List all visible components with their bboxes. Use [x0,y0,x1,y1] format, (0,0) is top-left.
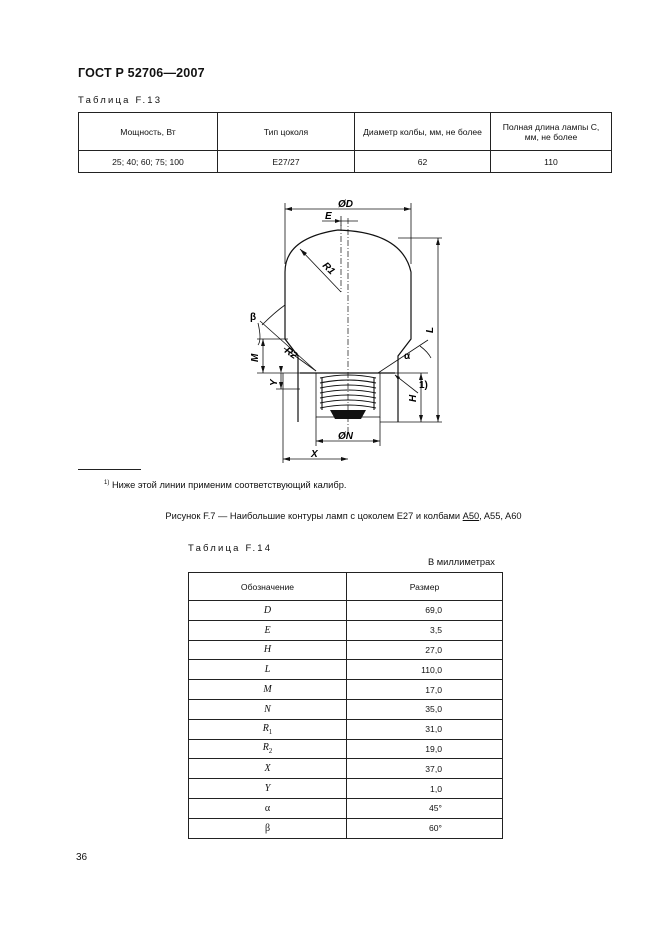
label-e: E [325,211,332,222]
label-d: ØD [338,199,353,210]
value-cell: 45° [347,798,503,818]
symbol-cell [189,699,347,719]
figure-caption-text: Рисунок F.7 — Наибольшие контуры ламп с цоколем E27 и колбами [165,511,463,521]
value-cell: 1,0 [347,779,503,799]
value-cell: 110,0 [347,660,503,680]
symbol: L [264,664,271,676]
header-cell: Диаметр колбы, мм, не более [355,113,491,151]
label-m: M [250,353,261,362]
symbol-cell [189,640,347,660]
table-body [189,601,503,839]
symbol: R [262,722,269,734]
symbol-cell [189,620,347,640]
label-h: H [408,394,419,402]
document-header: ГОСТ Р 52706—2007 [78,66,205,80]
symbol-cell [189,739,347,759]
table-cell: 62 [355,151,491,173]
table-row [189,699,503,719]
value-cell: 19,0 [347,739,503,759]
symbol: D [263,604,272,616]
value-cell: 27,0 [347,640,503,660]
symbol: β [264,822,271,834]
symbol-cell [189,798,347,818]
symbol: Y [264,783,271,795]
table-row [189,640,503,660]
table-row [189,660,503,680]
table-row [189,620,503,640]
header-cell: Тип цоколя [218,113,355,151]
table-f14 [188,572,503,839]
symbol-cell [189,779,347,799]
table-row [189,719,503,739]
symbol-subscript: 1 [268,727,273,736]
table-row [189,798,503,818]
table-row [189,818,503,838]
label-r2: R2 [282,345,300,362]
symbol: X [264,763,271,775]
table-cell: 110 [491,151,612,173]
header-cell: Обозначение [189,573,347,601]
symbol: M [263,684,272,696]
table-cell: 25; 40; 60; 75; 100 [79,151,218,173]
footnote-text: Ниже этой линии применим соответствующий калибр. [111,480,347,491]
symbol-cell [189,818,347,838]
value-cell: 60° [347,818,503,838]
symbol-cell [189,759,347,779]
label-x: X [311,449,318,460]
label-note: 1) [419,380,428,391]
table-row [189,739,503,759]
table-row [189,779,503,799]
symbol-cell [189,601,347,621]
table-row [189,680,503,700]
table-f14-caption: Таблица F.14 [188,543,273,554]
value-cell: 3,5 [347,620,503,640]
symbol-cell [189,660,347,680]
symbol-cell [189,719,347,739]
page-number: 36 [76,852,88,863]
symbol-cell [189,680,347,700]
value-cell: 17,0 [347,680,503,700]
table-row [189,601,503,621]
units-note: В миллиметрах [428,557,495,567]
label-alpha: α [404,351,411,362]
value-cell: 37,0 [347,759,503,779]
symbol-subscript: 2 [268,747,273,756]
label-l: L [425,326,436,333]
header-cell: Размер [347,573,503,601]
value-cell: 69,0 [347,601,503,621]
footnote-separator [78,469,141,470]
symbol: H [263,644,272,656]
label-beta: β [250,312,257,323]
table-row [189,759,503,779]
symbol: N [264,703,271,715]
table-cell: E27/27 [218,151,355,173]
footnote-mark: 1) [104,480,110,486]
header-cell: Мощность, Вт [79,113,218,151]
footnote [104,480,346,490]
table-header-row [189,573,503,601]
value-cell: 35,0 [347,699,503,719]
figure-caption-tail: , A55, A60 [479,511,522,521]
value-cell: 31,0 [347,719,503,739]
symbol: α [264,802,271,814]
label-r1: R1 [319,260,337,278]
label-y: Y [269,379,280,386]
table-f13-caption: Таблица F.13 [78,95,163,106]
symbol: R [262,742,269,754]
figure-caption-underlined: A50 [462,511,480,521]
header-cell: Полная длина лампы C, мм, не более [491,113,612,151]
figure-caption [0,511,661,521]
symbol: E [264,624,271,636]
label-n: ØN [338,431,353,442]
